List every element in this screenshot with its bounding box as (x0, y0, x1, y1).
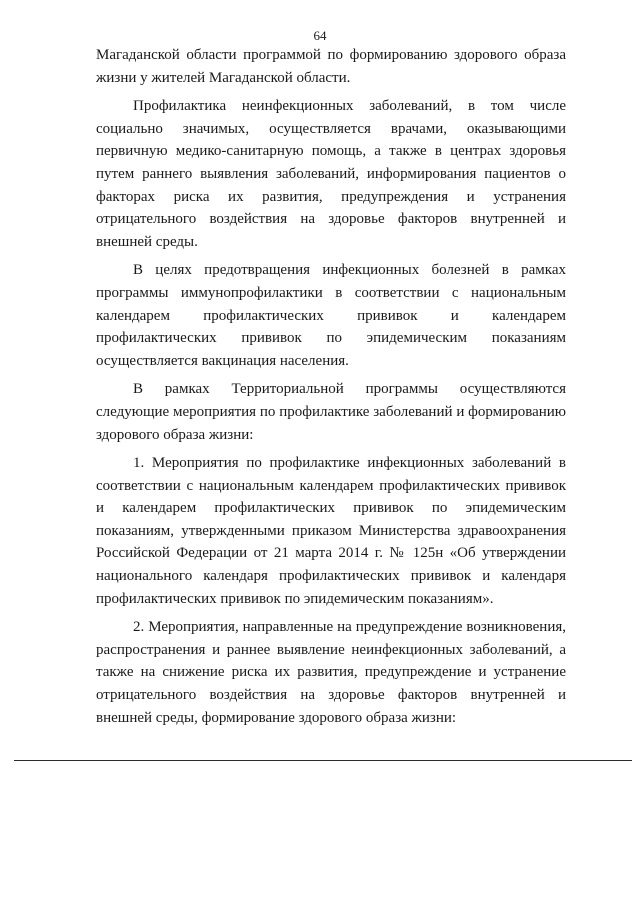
paragraph-vaccination: В целях предотвращения инфекционных болезней в рамках программы иммунопрофилактики в соответствии с национальным календарем профилактических прививок и календарем профилактических прививок по эпидемическим показаниям осуществляется вакцинация населения. (96, 262, 566, 369)
paragraph-measures-intro: В рамках Территориальной программы осуществляются следующие мероприятия по профилактике заболеваний и формированию здорового образа жизни: (96, 381, 566, 443)
list-item-ncd-measures: 2. Мероприятия, направленные на предупреждение возникновения, распространения и раннее выявление неинфекционных заболеваний, а также на снижение риска их развития, предупреждение и устранение отрицательного воздействия на здоровье факторов внутренней и внешней среды, формирование здорового образа жизни: (96, 619, 566, 726)
list-item-infectious-measures: 1. Мероприятия по профилактике инфекционных заболеваний в соответствии с национальным календарем профилактических прививок и календарем профилактических прививок по эпидемическим показаниям, утвержденными приказом Министерства здравоохранения Российской Федерации от 21 марта 2014 г. № 125н «Об утверждении национального календаря профилактических прививок и календаря профилактических прививок по эпидемическим показаниям». (96, 455, 566, 607)
page-bottom-rule (14, 760, 632, 761)
paragraph-continuation: Магаданской области программой по формированию здорового образа жизни у жителей Магаданской области. (96, 47, 566, 86)
paragraph-ncd-prevention: Профилактика неинфекционных заболеваний, в том числе социально значимых, осуществляется врачами, оказывающими первичную медико-санитарную помощь, а также в центрах здоровья путем раннего выявления заболеваний, информирования пациентов о факторах риска их развития, предупреждения и устранения отрицательного воздействия на здоровье факторов внутренней и внешней среды. (96, 98, 566, 250)
page-number: 64 (313, 28, 327, 43)
document-body (96, 44, 566, 735)
